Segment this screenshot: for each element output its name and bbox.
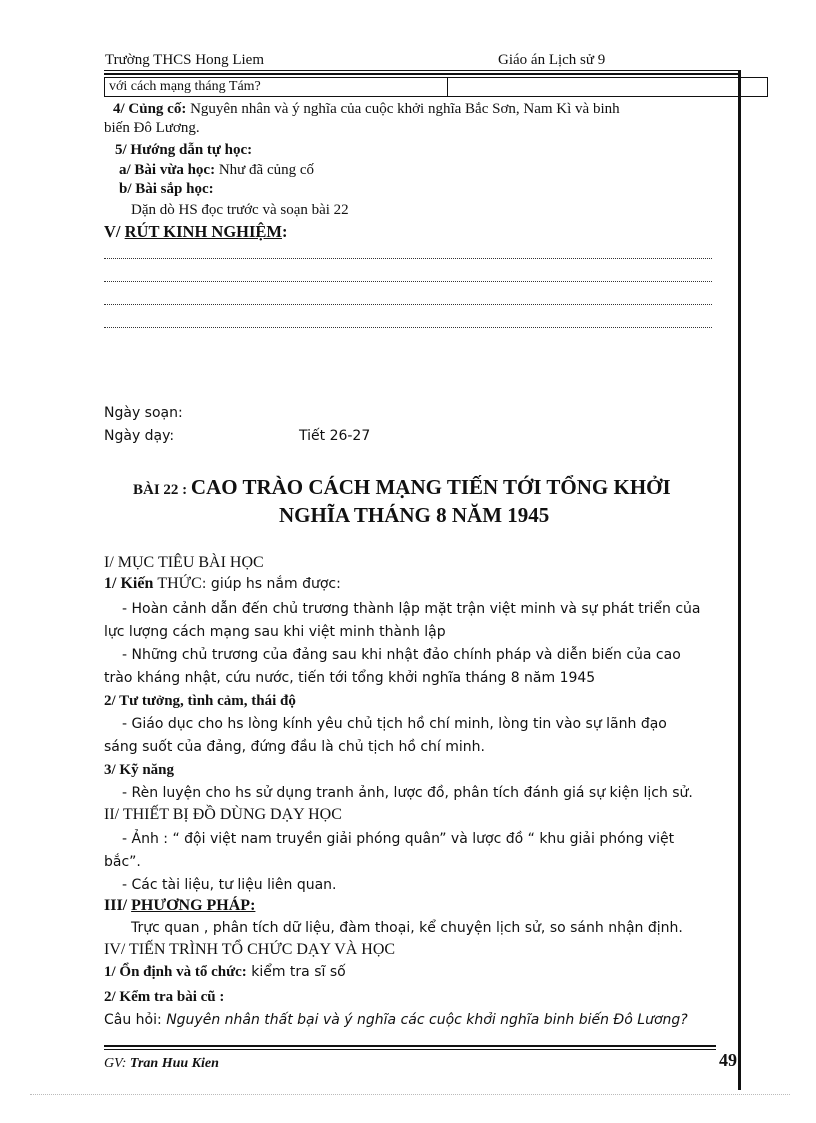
header-rule-thin — [104, 70, 740, 71]
header-rule-thick — [104, 73, 740, 75]
knowledge-intro: : giúp hs nắm được: — [201, 576, 341, 592]
knowledge-heading — [104, 575, 341, 593]
consolidation-text: Nguyên nhân và ý nghĩa của cuộc khởi nghĩa Bắc Sơn, Nam Kì và binh — [186, 101, 620, 117]
self-study-b-text: Dặn dò HS đọc trước và soạn bài 22 — [131, 202, 349, 218]
methods-heading-prefix: III/ — [104, 897, 132, 914]
process-step2 — [104, 989, 224, 1006]
dotted-line — [104, 281, 712, 282]
question-line — [104, 1012, 688, 1029]
question-text: Nguyên nhân thất bại và ý nghĩa các cuộc khởi nghĩa binh biến Đô Lương? — [166, 1012, 688, 1028]
self-study-a — [119, 162, 314, 179]
methods-heading — [104, 897, 255, 915]
equipment-line3: - Các tài liệu, tư liệu liên quan. — [122, 877, 337, 893]
experience-heading-prefix: V/ — [104, 222, 125, 241]
process-step1 — [104, 964, 346, 981]
experience-heading — [104, 222, 288, 242]
methods-line1: Trực quan , phân tích dữ liệu, đàm thoại, kể chuyện lịch sử, so sánh nhận định. — [131, 920, 683, 936]
dotted-line — [104, 258, 712, 259]
methods-heading-title: PHƯƠNG PHÁP: — [131, 897, 256, 914]
knowledge-item1-line1: - Hoàn cảnh dẫn đến chủ trương thành lập mặt trận việt minh và sự phát triển của — [122, 601, 701, 617]
skills-heading: 3/ Kỹ năng — [104, 762, 175, 778]
page-number: 49 — [719, 1050, 737, 1070]
table-row — [104, 77, 768, 97]
attitude-line1: - Giáo dục cho hs lòng kính yêu chủ tịch hồ chí minh, lòng tin vào sự lãnh đạo — [122, 716, 667, 732]
lesson-title-prefix: BÀI 22 : — [133, 482, 191, 498]
process-heading: IV/ TIẾN TRÌNH TỔ CHỨC DẠY VÀ HỌC — [104, 941, 396, 958]
self-study-a-text: Như đã củng cố — [215, 162, 315, 178]
process-step2-label: 2/ Kểm tra bài cũ : — [104, 989, 225, 1005]
prep-date-label: Ngày soạn: — [104, 405, 183, 421]
equipment-line2: bắc”. — [104, 854, 141, 870]
teacher-line — [104, 1056, 219, 1072]
experience-heading-suffix: : — [282, 222, 288, 241]
consolidation-line1 — [113, 101, 620, 118]
table-cell-divider — [447, 78, 448, 96]
consolidation-heading: 4/ Củng cố: — [113, 101, 187, 117]
self-study-heading: 5/ Hướng dẫn tự học: — [115, 142, 253, 158]
knowledge-item2-line1: - Những chủ trương của đảng sau khi nhật đảo chính pháp và diễn biến của cao — [122, 647, 681, 663]
skills-line1: - Rèn luyện cho hs sử dụng tranh ảnh, lược đồ, phân tích đánh giá sự kiện lịch sử. — [122, 785, 693, 801]
lesson-title-line1 — [133, 475, 671, 500]
teacher-label: GV: — [104, 1056, 130, 1071]
attitude-line2: sáng suốt của đảng, đứng đầu là chủ tịch hồ chí minh. — [104, 739, 485, 755]
page-bottom-divider — [30, 1094, 790, 1095]
teacher-name: Tran Huu Kien — [129, 1056, 219, 1071]
period-label: Tiết 26-27 — [299, 428, 371, 444]
lesson-title-text1: CAO TRÀO CÁCH MẠNG TIẾN TỚI TỔNG KHỞI — [190, 475, 671, 499]
knowledge-item2-line2: trào kháng nhật, cứu nước, tiến tới tổng khởi nghĩa tháng 8 năm 1945 — [104, 670, 596, 686]
knowledge-heading-rest: THỨC — [157, 575, 202, 592]
footer-rule-thick — [104, 1045, 716, 1047]
equipment-heading: II/ THIẾT BỊ ĐỒ DÙNG DẠY HỌC — [104, 806, 342, 823]
table-cell-left: với cách mạng tháng Tám? — [109, 79, 261, 94]
consolidation-line2: biến Đô Lương. — [104, 120, 200, 136]
school-name: Trường THCS Hong Liem — [105, 52, 265, 68]
dotted-line — [104, 304, 712, 305]
page-border-right — [738, 70, 741, 1090]
objectives-heading: I/ MỤC TIÊU BÀI HỌC — [104, 554, 264, 571]
subject-title: Giáo án Lịch sử 9 — [498, 52, 606, 68]
process-step1-label: 1/ Ổn định và tổ chức: — [104, 964, 247, 980]
knowledge-heading-bold: 1/ Kiến — [104, 575, 158, 592]
self-study-b-label: b/ Bài sắp học: — [119, 181, 214, 197]
teach-date-label: Ngày dạy: — [104, 428, 175, 444]
experience-heading-title: RÚT KINH NGHIỆM — [124, 222, 283, 241]
equipment-line1: - Ảnh : “ đội việt nam truyền giải phóng quân” và lược đồ “ khu giải phóng việt — [122, 831, 675, 847]
attitude-heading: 2/ Tư tưởng, tình cảm, thái độ — [104, 693, 296, 709]
footer-rule-thin — [104, 1049, 716, 1050]
self-study-a-label: a/ Bài vừa học: — [119, 162, 216, 178]
dotted-line — [104, 327, 712, 328]
process-step1-text: kiểm tra sĩ số — [246, 964, 346, 980]
lesson-title-line2: NGHĨA THÁNG 8 NĂM 1945 — [279, 503, 550, 527]
knowledge-item1-line2: lực lượng cách mạng sau khi việt minh thành lập — [104, 624, 446, 640]
question-label: Câu hỏi: — [104, 1012, 167, 1028]
